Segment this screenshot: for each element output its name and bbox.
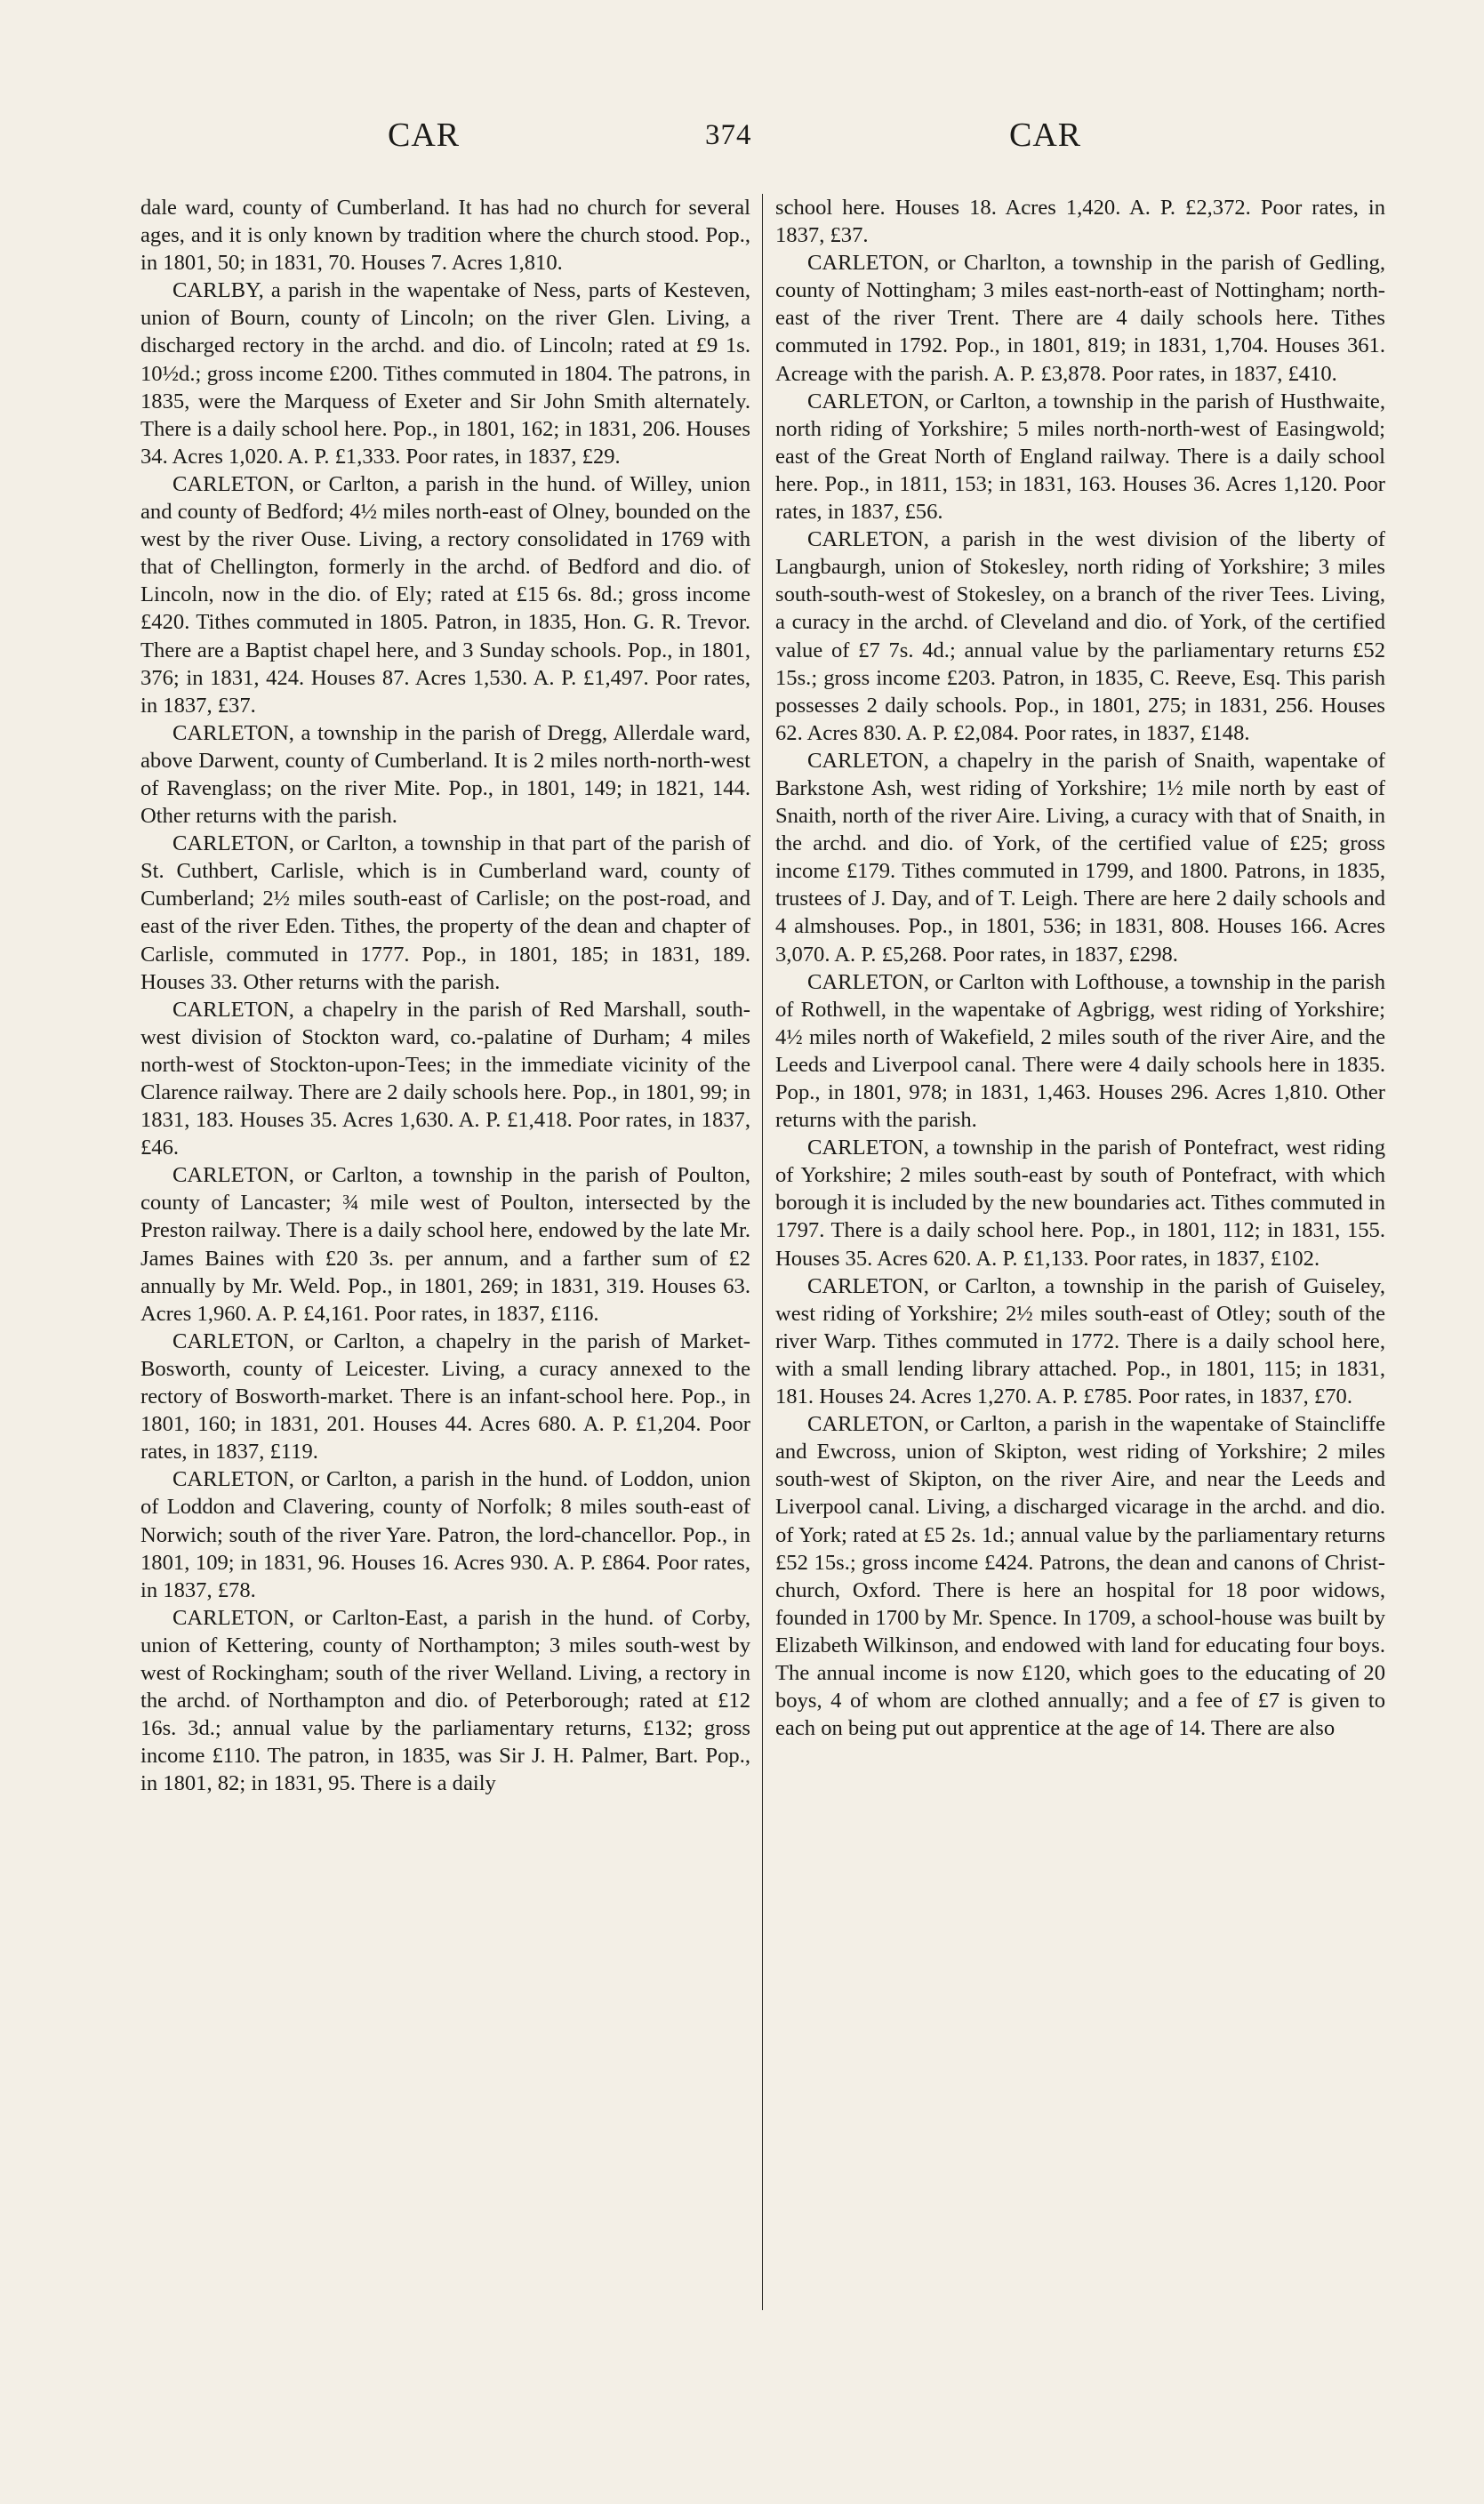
entry-paragraph: CARLETON, or Carlton, a township in the parish of Guiseley, west riding of Yorkshire; 2½ miles south-east of Otley; south of the river Warp. Tithes commuted in 1772. There is a daily school here, with a small lending library attached. Pop., in 1801, 115; in 1831, 181. Houses 24. Acres 1,270. A. P. £785. Poor rates, in 1837, £70. [775,1273,1385,1409]
entry-paragraph: CARLETON, or Carlton with Lofthouse, a township in the parish of Rothwell, in the wapentake of Agbrigg, west riding of Yorkshire; 4½ miles north of Wakefield, 2 miles south of the river Aire, and the Leeds and Liverpool canal. There were 4 daily schools here in 1835. Pop., in 1801, 978; in 1831, 1,463. Houses 296. Acres 1,810. Other returns with the parish. [775,969,1385,1133]
entry-paragraph: CARLETON, or Carlton-East, a parish in the hund. of Corby, union of Kettering, county of Northampton; 3 miles south-west by west of Rockingham; south of the river Welland. Living, a rectory in the archd. of Northampton and dio. of Peterborough; rated at £12 16s. 3d.; annual value by the parliamentary returns, £132; gross income £110. The patron, in 1835, was Sir J. H. Palmer, Bart. Pop., in 1801, 82; in 1831, 95. There is a daily [140,1605,750,1796]
entry-paragraph: CARLETON, a chapelry in the parish of Snaith, wapentake of Barkstone Ash, west riding of Yorkshire; 1½ mile north by east of Snaith, north of the river Aire. Living, a curacy with that of Snaith, in the archd. and dio. of York, of the certified value of £25; gross income £179. Tithes commuted in 1799, and 1800. Patrons, in 1835, trustees of J. Day, and of T. Leigh. There are here 2 daily schools and 4 almshouses. Pop., in 1801, 536; in 1831, 808. Houses 166. Acres 3,070. A. P. £5,268. Poor rates, in 1837, £298. [775,748,1385,967]
entry-paragraph: CARLETON, or Carlton, a parish in the hund. of Loddon, union of Loddon and Clavering, county of Norfolk; 8 miles south-east of Norwich; south of the river Yare. Patron, the lord-chancellor. Pop., in 1801, 109; in 1831, 96. Houses 16. Acres 930. A. P. £864. Poor rates, in 1837, £78. [140,1467,750,1602]
entry-paragraph: CARLBY, a parish in the wapentake of Ness, parts of Kesteven, union of Bourn, county of Lincoln; on the river Glen. Living, a discharged rectory in the archd. and dio. of Lincoln; rated at £9 1s. 10½d.; gross income £200. Tithes commuted in 1804. The patrons, in 1835, were the Marquess of Exeter and Sir John Smith alternately. There is a daily school here. Pop., in 1801, 162; in 1831, 206. Houses 34. Acres 1,020. A. P. £1,333. Poor rates, in 1837, £29. [140,278,750,469]
entry-paragraph: CARLETON, or Charlton, a township in the parish of Gedling, county of Nottingham; 3 miles east-north-east of Nottingham; north-east of the river Trent. There are 4 daily schools here. Tithes commuted in 1792. Pop., in 1801, 819; in 1831, 1,704. Houses 361. Acreage with the parish. A. P. £3,878. Poor rates, in 1837, £410. [775,251,1385,386]
running-head-left: CAR [388,116,461,154]
column-divider [762,194,763,2310]
entry-paragraph: CARLETON, a parish in the west division of the liberty of Langbaurgh, union of Stokesley, north riding of Yorkshire; 3 miles south-south-west of Stokesley, on a branch of the river Tees. Living, a curacy in the archd. of Cleveland and dio. of York, of the certified value of £7 7s. 4d.; annual value by the parliamentary returns £52 15s.; gross income £203. Patron, in 1835, C. Reeve, Esq. This parish possesses 2 daily schools. Pop., in 1801, 275; in 1831, 256. Houses 62. Acres 830. A. P. £2,084. Poor rates, in 1837, £148. [775,527,1385,745]
page-number: 374 [705,119,752,151]
entry-paragraph: CARLETON, or Carlton, a township in the parish of Poulton, county of Lancaster; ¾ mile west of Poulton, intersected by the Preston railway. There is a daily school here, endowed by the late Mr. James Baines with £20 3s. per annum, and a farther sum of £2 annually by Mr. Weld. Pop., in 1801, 269; in 1831, 319. Houses 63. Acres 1,960. A. P. £4,161. Poor rates, in 1837, £116. [140,1163,750,1326]
entry-paragraph: CARLETON, a chapelry in the parish of Red Marshall, south-west division of Stockton ward, co.-palatine of Durham; 4 miles north-west of Stockton-upon-Tees; in the immediate vicinity of the Clarence railway. There are 2 daily schools here. Pop., in 1801, 99; in 1831, 183. Houses 35. Acres 1,630. A. P. £1,418. Poor rates, in 1837, £46. [140,997,750,1160]
entry-paragraph: school here. Houses 18. Acres 1,420. A. P. £2,372. Poor rates, in 1837, £37. [775,196,1385,248]
entry-paragraph: dale ward, county of Cumberland. It has had no church for several ages, and it is only known by tradition where the church stood. Pop., in 1801, 50; in 1831, 70. Houses 7. Acres 1,810. [140,196,750,276]
entry-paragraph: CARLETON, a township in the parish of Pontefract, west riding of Yorkshire; 2 miles south-east by south of Pontefract, with which borough it is included by the new boundaries act. Tithes commuted in 1797. There is a daily school here. Pop., in 1801, 112; in 1831, 155. Houses 35. Acres 620. A. P. £1,133. Poor rates, in 1837, £102. [775,1136,1385,1271]
running-head-right: CAR [1009,116,1082,154]
entry-paragraph: CARLETON, a township in the parish of Dregg, Allerdale ward, above Darwent, county of Cumberland. It is 2 miles north-north-west of Ravenglass; on the river Mite. Pop., in 1801, 149; in 1821, 144. Other returns with the parish. [140,720,750,829]
entry-paragraph: CARLETON, or Carlton, a chapelry in the parish of Market-Bosworth, county of Leicester. Living, a curacy annexed to the rectory of Bosworth-market. There is an infant-school here. Pop., in 1801, 160; in 1831, 201. Houses 44. Acres 680. A. P. £1,204. Poor rates, in 1837, £119. [140,1328,750,1465]
entry-paragraph: CARLETON, or Carlton, a township in the parish of Husthwaite, north riding of Yorkshire; 5 miles north-north-west of Easingwold; east of the Great North of England railway. There is a daily school here. Pop., in 1811, 153; in 1831, 163. Houses 36. Acres 1,120. Poor rates, in 1837, £56. [775,389,1385,525]
entry-paragraph: CARLETON, or Carlton, a parish in the wapentake of Staincliffe and Ewcross, union of Skipton, west riding of Yorkshire; 2 miles south-west of Skipton, on the river Aire, and near the Leeds and Liverpool canal. Living, a discharged vicarage in the archd. and dio. of York; rated at £5 2s. 1d.; annual value by the parliamentary returns £52 15s.; gross income £424. Patrons, the dean and canons of Christ-church, Oxford. There is here an hospital for 18 poor widows, founded in 1700 by Mr. Spence. In 1709, a school-house was built by Elizabeth Wilkinson, and endowed with land for educating four boys. The annual income is now £120, which goes to the educating of 20 boys, 4 of whom are clothed annually; and a fee of £7 is given to each on being put out apprentice at the age of 14. There are also [775,1412,1385,1741]
right-column [775,194,1385,1742]
entry-paragraph: CARLETON, or Carlton, a parish in the hund. of Willey, union and county of Bedford; 4½ miles north-east of Olney, bounded on the west by the river Ouse. Living, a rectory consolidated in 1769 with that of Chellington, formerly in the archd. of Bedford and dio. of Lincoln, now in the dio. of Ely; rated at £15 6s. 8d.; gross income £420. Tithes commuted in 1805. Patron, in 1835, Hon. G. R. Trevor. There are a Baptist chapel here, and 3 Sunday schools. Pop., in 1801, 376; in 1831, 424. Houses 87. Acres 1,530. A. P. £1,497. Poor rates, in 1837, £37. [140,471,750,718]
entry-paragraph: CARLETON, or Carlton, a township in that part of the parish of St. Cuthbert, Carlisle, which is in Cumberland ward, county of Cumberland; 2½ miles south-east of Carlisle; on the post-road, and east of the river Eden. Tithes, the property of the dean and chapter of Carlisle, commuted in 1777. Pop., in 1801, 185; in 1831, 189. Houses 33. Other returns with the parish. [140,831,750,994]
left-column [140,194,750,1797]
